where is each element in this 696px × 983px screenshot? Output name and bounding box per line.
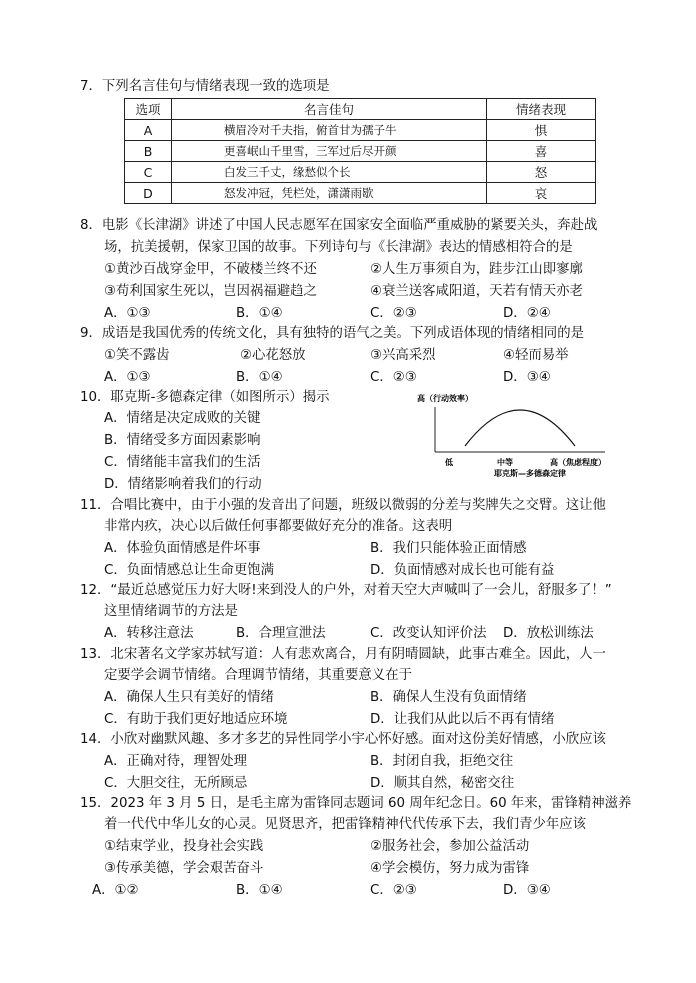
- row-quote: 更喜岷山千里雪，三军过后尽开颜: [172, 141, 487, 162]
- q12-option-c[interactable]: C．改变认知评价法: [370, 626, 487, 641]
- q11-stem-line1: 11．合唱比赛中，由于小强的发音出了问题，班级以微弱的分差与奖牌失之交臂。这让他: [80, 498, 606, 513]
- q9-option-d[interactable]: D．③④: [503, 370, 551, 385]
- row-quote: 横眉冷对千夫指，俯首甘为孺子牛: [172, 120, 487, 141]
- q9-option-a[interactable]: A．①③: [104, 370, 151, 385]
- q7-table: [124, 98, 596, 204]
- row-option: D: [125, 183, 172, 204]
- q15-statement-4: ④学会模仿，努力成为雷锋: [370, 861, 530, 876]
- q12-stem-line2: 这里情绪调节的方法是: [104, 604, 238, 619]
- row-emotion: 惧: [487, 120, 596, 141]
- row-emotion: 哀: [487, 183, 596, 204]
- q8-statement-1: ①黄沙百战穿金甲，不破楼兰终不还: [104, 262, 317, 277]
- q8-statement-3: ③苟利国家生死以，岂因祸福避趋之: [104, 284, 317, 299]
- q12-option-d[interactable]: D．放松训练法: [503, 626, 594, 641]
- q15-statement-3: ③传承美德，学会艰苦奋斗: [104, 861, 264, 876]
- q12-option-b[interactable]: B．合理宣泄法: [236, 626, 326, 641]
- chart-x-axis-label: 高（焦虑程度）: [550, 458, 606, 467]
- table-row: [125, 183, 596, 204]
- q9-statement-2: ②心花怒放: [240, 348, 306, 363]
- q9-stem: 9．成语是我国优秀的传统文化，具有独特的语气之美。下列成语体现的情绪相同的是: [80, 326, 584, 341]
- q13-option-a[interactable]: A．确保人生只有美好的情绪: [104, 690, 274, 705]
- chart-y-axis-label: 高（行动效率）: [417, 394, 473, 403]
- yerkes-dodson-chart: [405, 392, 635, 478]
- row-quote: 白发三千丈，缘愁似个长: [172, 162, 487, 183]
- q9-statement-3: ③兴高采烈: [370, 348, 436, 363]
- q7-stem: 7．下列名言佳句与情绪表现一致的选项是: [80, 79, 330, 94]
- q15-option-d[interactable]: D．③④: [503, 883, 551, 898]
- q11-option-c[interactable]: C．负面情感总让生命更饱满: [104, 563, 275, 578]
- q9-option-c[interactable]: C．②③: [370, 370, 417, 385]
- q8-statement-2: ②人生万事须自为，跬步江山即寥廓: [370, 262, 583, 277]
- q8-option-c[interactable]: C．②③: [370, 306, 417, 321]
- row-option: C: [125, 162, 172, 183]
- q10-option-c[interactable]: C．情绪能丰富我们的生活: [104, 455, 261, 470]
- q9-statement-1: ①笑不露齿: [104, 348, 170, 363]
- q12-stem-line1: 12．“最近总感觉压力好大呀!来到没人的户外，对着天空大声喊叫了一会儿，舒服多了！”: [80, 583, 612, 598]
- row-emotion: 怒: [487, 162, 596, 183]
- row-option: B: [125, 141, 172, 162]
- q15-stem-line1: 15．2023 年 3 月 5 日，是毛主席为雷锋同志题词 60 周年纪念日。60 年来，雷锋精神滋养: [80, 796, 632, 811]
- header-quote: 名言佳句: [172, 99, 487, 120]
- q8-stem-line2: 场，抗美援朝，保家卫国的故事。下列诗句与《长津湖》表达的情感相符合的是: [104, 240, 573, 255]
- x-tick-label: 低: [445, 458, 453, 467]
- q10-option-b[interactable]: B．情绪受多方面因素影响: [104, 433, 261, 448]
- q9-statement-4: ④轻而易举: [503, 348, 569, 363]
- q9-option-b[interactable]: B．①④: [236, 370, 283, 385]
- q15-option-b[interactable]: B．①④: [236, 883, 283, 898]
- q15-option-a[interactable]: A．①②: [92, 883, 139, 898]
- q15-stem-line2: 着一代代中华儿女的心灵。见贤思齐，把雷锋精神代代传承下去，我们青少年应该: [104, 817, 587, 832]
- q14-option-d[interactable]: D．顺其自然，秘密交往: [370, 776, 515, 791]
- q14-option-b[interactable]: B．封闭自我，拒绝交往: [370, 754, 514, 769]
- q8-option-b[interactable]: B．①④: [236, 306, 283, 321]
- header-emotion: 情绪表现: [487, 99, 596, 120]
- q10-stem: 10．耶克斯-多德森定律（如图所示）揭示: [80, 390, 330, 405]
- q11-option-a[interactable]: A．体验负面情感是件坏事: [104, 541, 261, 556]
- q13-option-c[interactable]: C．有助于我们更好地适应环境: [104, 712, 288, 727]
- row-emotion: 喜: [487, 141, 596, 162]
- q14-option-a[interactable]: A．正确对待，理智处理: [104, 754, 248, 769]
- q10-option-d[interactable]: D．情绪影响着我们的行动: [104, 477, 262, 492]
- q8-stem-line1: 8．电影《长津湖》讲述了中国人民志愿军在国家安全面临严重威胁的紧要关头，奔赴战: [80, 218, 598, 233]
- q15-option-c[interactable]: C．②③: [370, 883, 417, 898]
- q15-statement-1: ①结束学业，投身社会实践: [104, 839, 264, 854]
- q13-stem-line2: 定要学会调节情绪。合理调节情绪，其重要意义在于: [104, 668, 412, 683]
- q8-statement-4: ④衰兰送客咸阳道，天若有情天亦老: [370, 284, 583, 299]
- q13-stem-line1: 13．北宋著名文学家苏轼写道：人有悲欢离合，月有阴晴圆缺，此事古难全。因此，人一: [80, 647, 606, 662]
- efficiency-curve: [465, 410, 575, 446]
- q11-option-d[interactable]: D．负面情感对成长也可能有益: [370, 563, 555, 578]
- q10-option-a[interactable]: A．情绪是决定成败的关键: [104, 411, 261, 426]
- q13-option-b[interactable]: B．确保人生没有负面情绪: [370, 690, 527, 705]
- table-row: [125, 120, 596, 141]
- q15-statement-2: ②服务社会，参加公益活动: [370, 839, 530, 854]
- table-row: [125, 141, 596, 162]
- header-option: 选项: [125, 99, 172, 120]
- q8-option-d[interactable]: D．②④: [503, 306, 551, 321]
- q14-stem: 14．小欣对幽默风趣、多才多艺的异性同学小宇心怀好感。面对这份美好情感，小欣应该: [80, 732, 606, 747]
- q12-option-a[interactable]: A．转移注意法: [104, 626, 194, 641]
- chart-title: 耶克斯—多德森定律: [494, 469, 566, 478]
- table-header-row: [125, 99, 596, 120]
- q11-stem-line2: 非常内疚，决心以后做任何事都要做好充分的准备。这表明: [104, 519, 453, 534]
- q13-option-d[interactable]: D．让我们从此以后不再有情绪: [370, 712, 555, 727]
- table-row: [125, 162, 596, 183]
- q11-option-b[interactable]: B．我们只能体验正面情感: [370, 541, 527, 556]
- q14-option-c[interactable]: C．大胆交往，无所顾忌: [104, 776, 248, 791]
- q8-option-a[interactable]: A．①③: [104, 306, 151, 321]
- x-tick-label: 中等: [497, 458, 513, 467]
- row-option: A: [125, 120, 172, 141]
- row-quote: 怒发冲冠，凭栏处，潇潇雨歇: [172, 183, 487, 204]
